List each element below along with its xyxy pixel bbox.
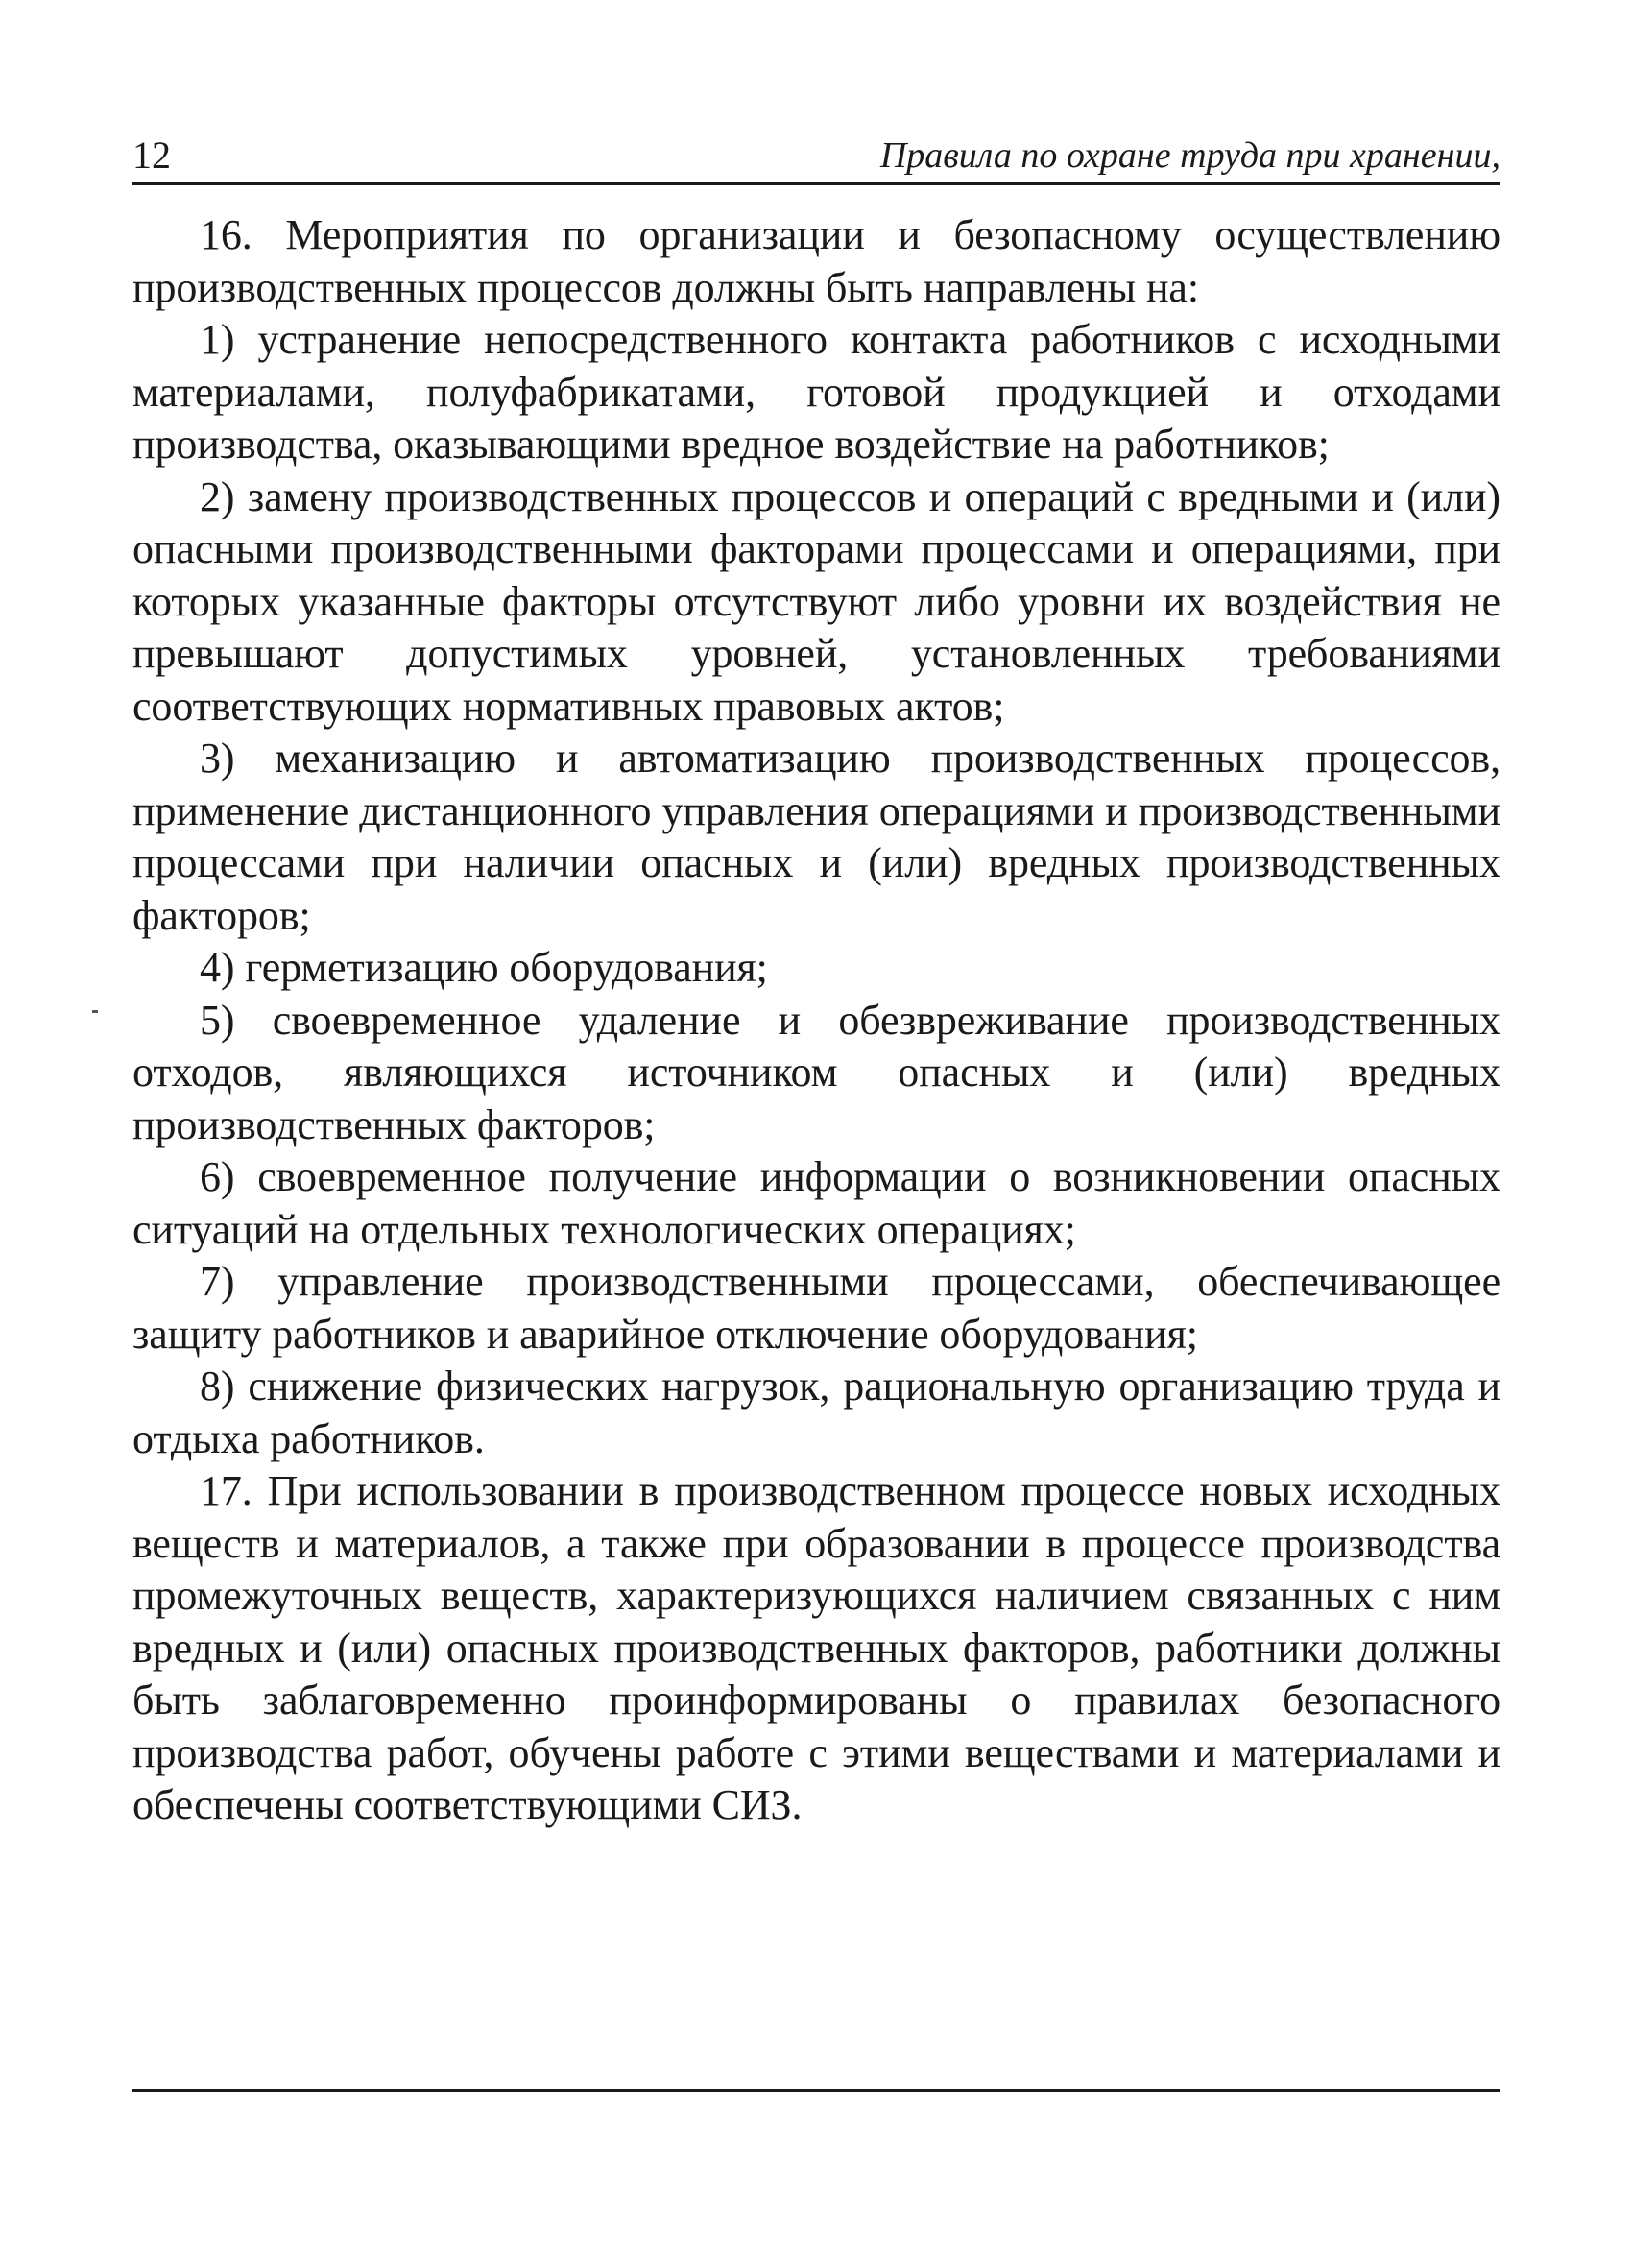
page-number: 12 [132, 133, 171, 177]
paragraph-16-intro: 16. Мероприятия по организации и безопасному осуществлению производственных процессов должны быть направлены на: [132, 211, 1500, 311]
list-item-4: 4) герметизацию оборудования; [200, 944, 768, 991]
paragraph-17: 17. При использовании в производственном процессе новых исходных веществ и материалов, а также при образовании в процессе производства промежуточных веществ, характеризующихся наличием связанных с ним вредных и (или) опасных производственных факторов, работники должны быть заблаговременно проинформированы о правилах безопасного производства работ, обучены работе с этими веществами и материалами и обеспечены соответствующими СИЗ. [132, 1467, 1500, 1828]
list-item-3: 3) механизацию и автоматизацию производственных процессов, применение дистанционного управления операциями и производственными процессами при наличии опасных и (или) вредных производственных факторов; [132, 735, 1500, 939]
running-title: Правила по охране труда при хранении, [879, 135, 1500, 176]
scan-artifact [92, 1010, 98, 1013]
running-header [132, 133, 1500, 185]
list-item-7: 7) управление производственными процессами, обеспечивающее защиту работников и аварийное отключение оборудования; [132, 1258, 1500, 1358]
list-item-2: 2) замену производственных процессов и операций с вредными и (или) опасными производственными факторами процессами и операциями, при которых указанные факторы отсутствуют либо уровни их воздействия не превышают допустимых уровней, установленных требованиями соответствующих нормативных правовых актов; [132, 472, 1500, 730]
list-item-5: 5) своевременное удаление и обезвреживание производственных отходов, являющихся источником опасных и (или) вредных производственных факторов; [132, 996, 1500, 1148]
list-item-6: 6) своевременное получение информации о возникновении опасных ситуаций на отдельных технологических операциях; [132, 1153, 1500, 1253]
list-item-1: 1) устранение непосредственного контакта работников с исходными материалами, полуфабрикатами, готовой продукцией и отходами производства, оказывающими вредное воздействие на работников; [132, 316, 1500, 468]
list-item-8: 8) снижение физических нагрузок, рациональную организацию труда и отдыха работников. [132, 1363, 1500, 1462]
footer-rule [132, 2089, 1500, 2092]
body-text [132, 209, 1500, 1832]
